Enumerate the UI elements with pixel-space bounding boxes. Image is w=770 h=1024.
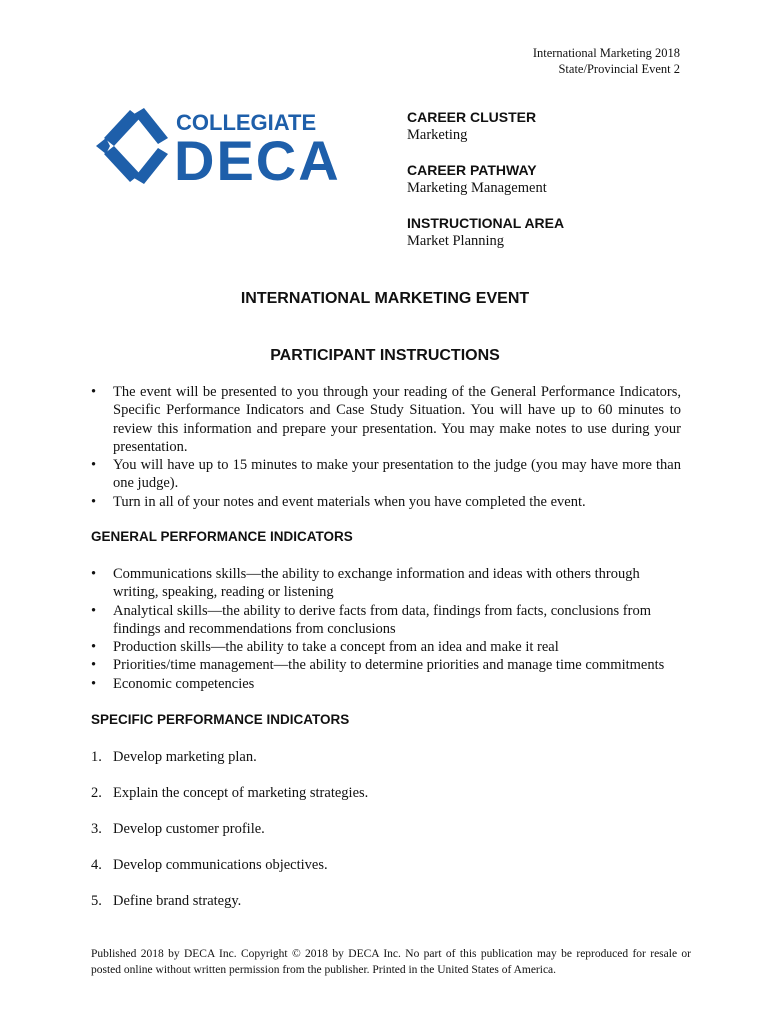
- item-number: 2.: [91, 785, 102, 801]
- bullet-icon: •: [91, 384, 97, 400]
- bullet-icon: •: [91, 675, 97, 692]
- instruction-text: You will have up to 15 minutes to make your presentation to the judge (you may have more than one judge).: [113, 457, 681, 492]
- list-item: [91, 675, 681, 693]
- list-item: [91, 856, 681, 892]
- general-performance-indicators-list: [91, 565, 681, 693]
- list-item: [91, 493, 681, 511]
- list-item: [91, 456, 681, 493]
- participant-instructions-title: PARTICIPANT INSTRUCTIONS: [270, 347, 500, 364]
- list-item: [91, 602, 681, 639]
- specific-performance-indicators-heading: SPECIFIC PERFORMANCE INDICATORS: [91, 712, 350, 727]
- indicator-text: Communications skills—the ability to exchange information and ideas with others through writing, speaking, reading or listening: [113, 566, 640, 601]
- list-item: [91, 638, 681, 656]
- career-pathway-heading: CAREER PATHWAY: [407, 162, 537, 178]
- bullet-icon: •: [91, 457, 97, 474]
- deca-diamond-logo-icon: [92, 108, 364, 184]
- career-pathway-value: Marketing Management: [407, 180, 547, 196]
- bullet-icon: •: [91, 639, 97, 656]
- indicator-text: Production skills—the ability to take a concept from an idea and make it real: [113, 639, 559, 656]
- instructional-area-value: Market Planning: [407, 233, 505, 249]
- document-header: [533, 45, 680, 77]
- instruction-text: Turn in all of your notes and event materials when you have completed the event.: [113, 493, 586, 510]
- career-cluster-value: Marketing: [407, 127, 468, 143]
- item-number: 5.: [91, 893, 102, 909]
- indicator-text: Economic competencies: [113, 675, 255, 692]
- list-item: [91, 784, 681, 820]
- header-line-event-year: International Marketing 2018: [532, 46, 680, 60]
- header-line-event-number: State/Provincial Event 2: [558, 62, 680, 76]
- list-item: [91, 820, 681, 856]
- bullet-icon: •: [91, 493, 97, 510]
- list-item: [91, 748, 681, 784]
- event-title: INTERNATIONAL MARKETING EVENT: [240, 290, 530, 307]
- indicator-text: Define brand strategy.: [113, 893, 242, 909]
- instruction-text: The event will be presented to you through your reading of the General Performance Indicators, Specific Performance Indicators and Case Study Situation. You will have up to 60 minutes to review this information and prepare your presentation. You may make notes to use during your presentation.: [113, 384, 681, 455]
- item-number: 3.: [91, 821, 102, 837]
- indicator-text: Priorities/time management—the ability to determine priorities and manage time commitments: [113, 657, 665, 674]
- indicator-text: Analytical skills—the ability to derive facts from data, findings from facts, conclusions from findings and recommendations from conclusions: [113, 602, 651, 637]
- general-performance-indicators-heading: GENERAL PERFORMANCE INDICATORS: [91, 529, 353, 544]
- list-item: [91, 656, 681, 674]
- indicator-text: Explain the concept of marketing strategies.: [113, 785, 369, 801]
- collegiate-deca-logo: [92, 108, 364, 184]
- indicator-text: Develop marketing plan.: [113, 749, 257, 765]
- list-item: [91, 565, 681, 602]
- indicator-text: Develop customer profile.: [113, 821, 265, 837]
- bullet-icon: •: [91, 566, 97, 582]
- career-info-block: [407, 108, 707, 267]
- copyright-footer: Published 2018 by DECA Inc. Copyright © 2018 by DECA Inc. No part of this publication may be reproduced for resale or posted online without written permission from the publisher. Printed in the United States of America.: [91, 948, 691, 976]
- list-item: [91, 892, 681, 928]
- logo-word-collegiate: COLLEGIATE: [176, 110, 317, 135]
- instructions-list: [91, 383, 681, 511]
- bullet-icon: •: [91, 602, 97, 619]
- indicator-text: Develop communications objectives.: [113, 857, 328, 873]
- logo-word-deca: DECA: [174, 129, 341, 184]
- career-cluster-heading: CAREER CLUSTER: [407, 109, 537, 125]
- instructional-area-heading: INSTRUCTIONAL AREA: [407, 215, 565, 231]
- item-number: 1.: [91, 749, 102, 765]
- item-number: 4.: [91, 857, 102, 873]
- bullet-icon: •: [91, 657, 97, 674]
- specific-performance-indicators-list: [91, 748, 681, 928]
- list-item: [91, 383, 681, 456]
